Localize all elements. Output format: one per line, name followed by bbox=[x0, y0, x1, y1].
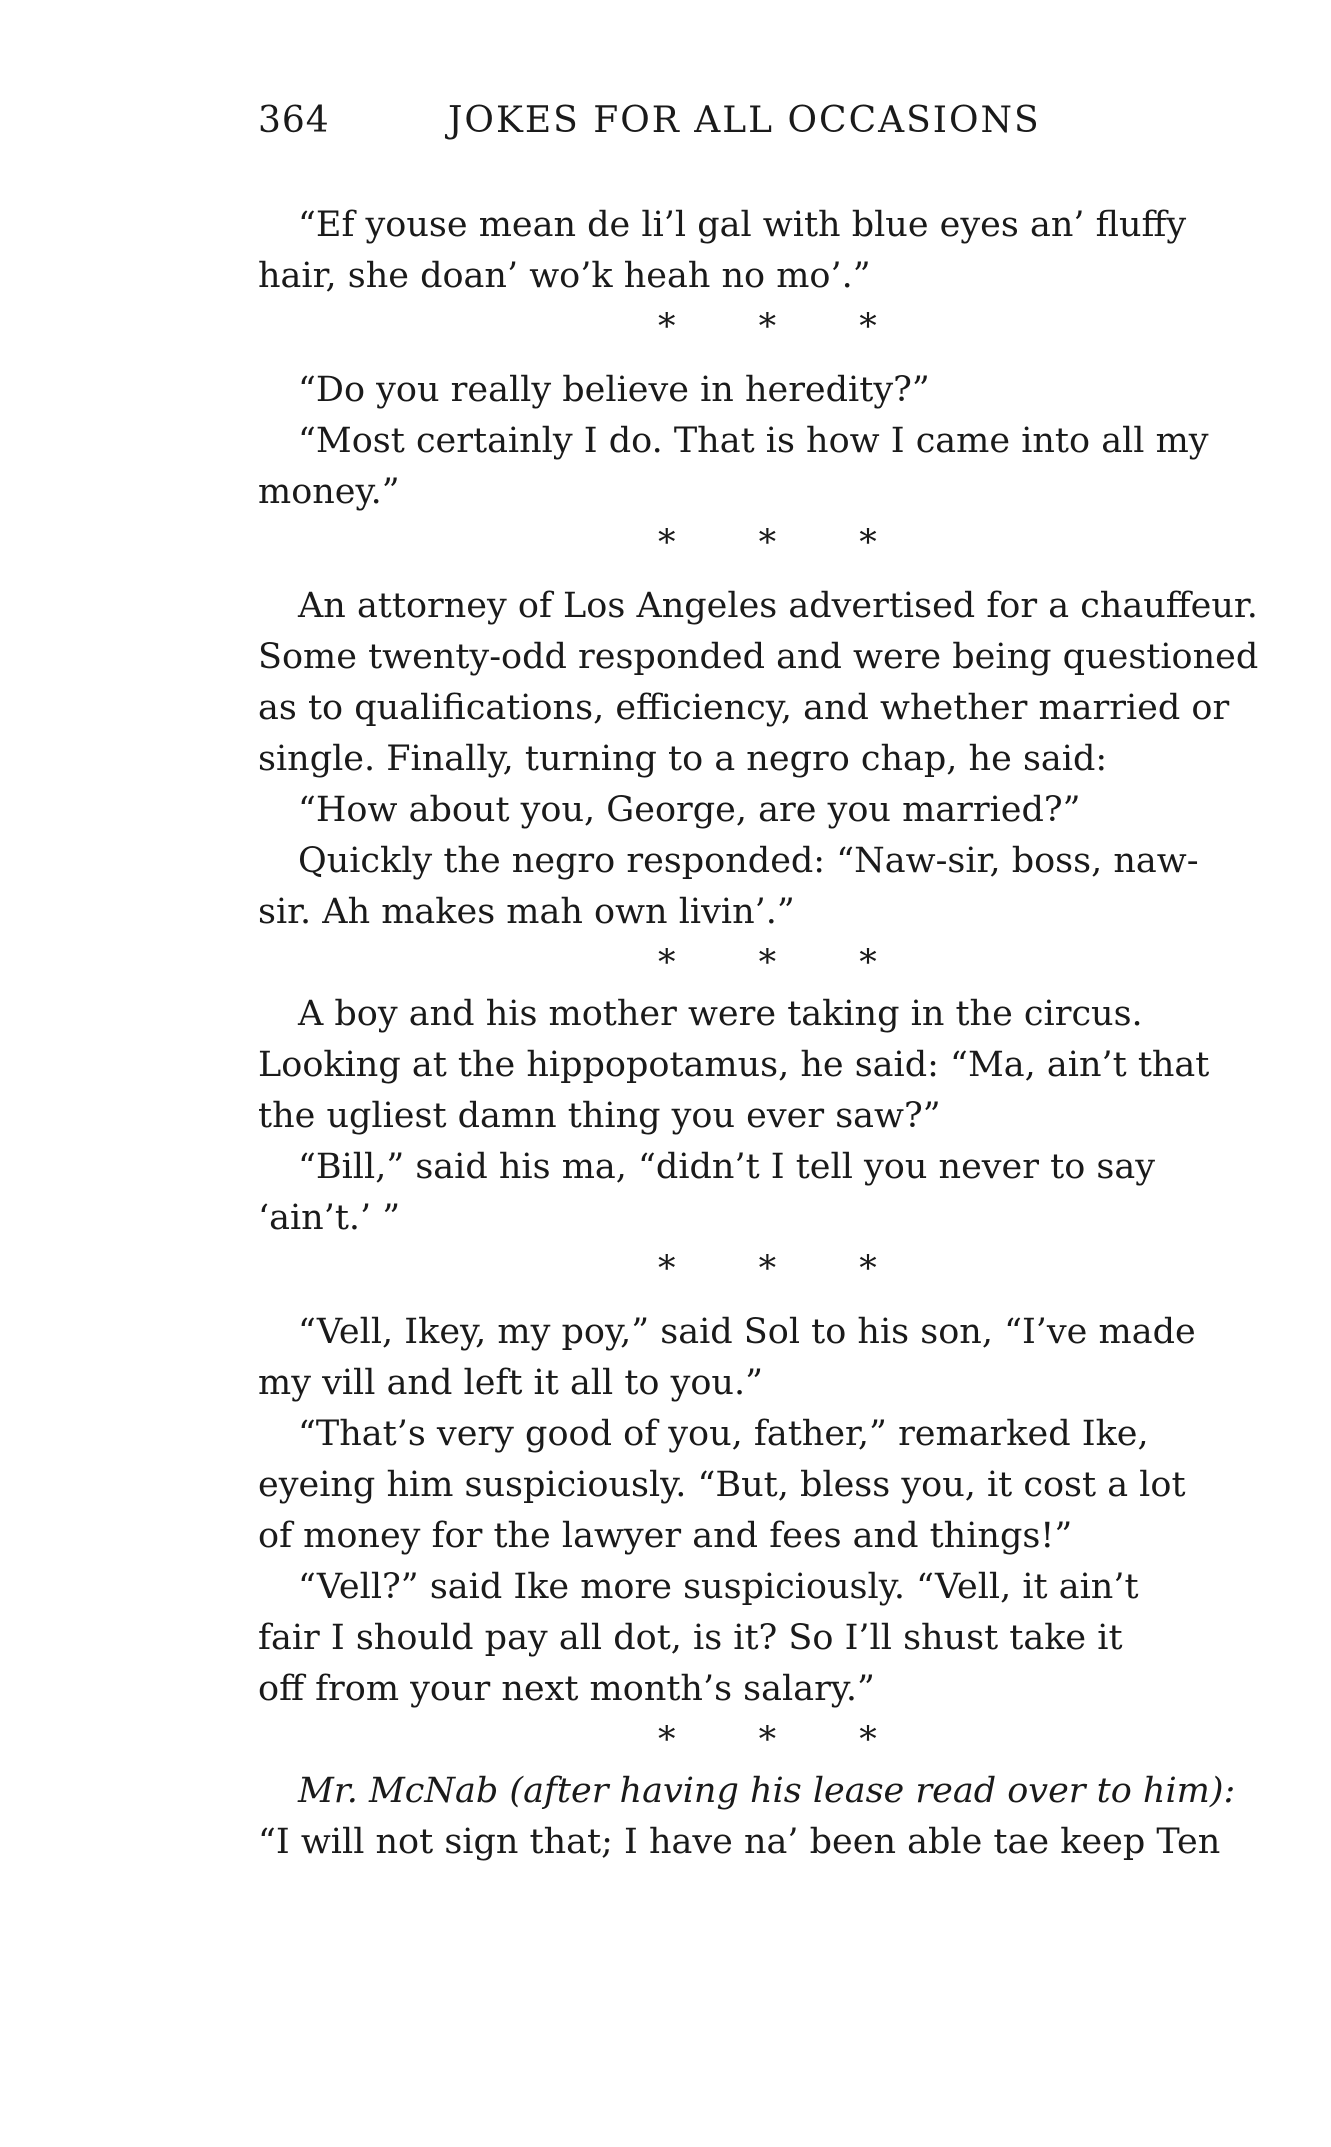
section-separator: * * * bbox=[658, 943, 913, 983]
text-line: eyeing him suspiciously. “But, bless you, it cost a lot bbox=[258, 1465, 1186, 1505]
text-line: off from your next month’s salary.” bbox=[258, 1669, 875, 1709]
text-line: Some twenty-odd responded and were being questioned bbox=[258, 637, 1259, 677]
text-line: “I will not sign that; I have na’ been able tae keep Ten bbox=[258, 1822, 1221, 1862]
text-line: single. Finally, turning to a negro chap, he said: bbox=[258, 739, 1108, 779]
text-line: Quickly the negro responded: “Naw-sir, boss, naw- bbox=[298, 841, 1199, 881]
text-line: as to qualifications, efficiency, and whether married or bbox=[258, 688, 1230, 728]
text-line: “Do you really believe in heredity?” bbox=[298, 370, 930, 410]
text-line: hair, she doan’ wo’k heah no mo’.” bbox=[258, 256, 871, 296]
text-line: fair I should pay all dot, is it? So I’ll shust take it bbox=[258, 1618, 1123, 1658]
section-separator: * * * bbox=[658, 1249, 913, 1289]
text-line: “Bill,” said his ma, “didn’t I tell you never to say bbox=[298, 1147, 1155, 1187]
text-line bbox=[258, 1766, 1258, 1817]
section-separator: * * * bbox=[658, 523, 913, 563]
text-line: ‘ain’t.’ ” bbox=[258, 1198, 401, 1238]
text-line: sir. Ah makes mah own livin’.” bbox=[258, 892, 795, 932]
text-line: my vill and left it all to you.” bbox=[258, 1363, 763, 1403]
page-body bbox=[258, 200, 1258, 1868]
speaker-stage-direction: Mr. McNab (after having his lease read over to him): bbox=[298, 1771, 1236, 1811]
text-line: money.” bbox=[258, 472, 400, 512]
text-line: the ugliest damn thing you ever saw?” bbox=[258, 1096, 941, 1136]
page-header bbox=[258, 100, 1074, 150]
page-number: 364 bbox=[258, 100, 330, 141]
text-line: “Ef youse mean de li’l gal with blue eyes an’ fluffy bbox=[298, 205, 1187, 245]
text-line: An attorney of Los Angeles advertised for a chauffeur. bbox=[298, 586, 1258, 626]
text-line: “Vell?” said Ike more suspiciously. “Vell, it ain’t bbox=[298, 1567, 1139, 1607]
text-line: Looking at the hippopotamus, he said: “Ma, ain’t that bbox=[258, 1045, 1210, 1085]
running-title: JOKES FOR ALL OCCASIONS bbox=[448, 100, 1041, 141]
text-line: A boy and his mother were taking in the circus. bbox=[298, 994, 1143, 1034]
section-separator: * * * bbox=[658, 1720, 913, 1760]
text-line: “How about you, George, are you married?” bbox=[298, 790, 1081, 830]
text-line: “That’s very good of you, father,” remarked Ike, bbox=[298, 1414, 1149, 1454]
text-line: “Vell, Ikey, my poy,” said Sol to his son, “I’ve made bbox=[298, 1312, 1196, 1352]
section-separator: * * * bbox=[658, 307, 913, 347]
text-line: “Most certainly I do. That is how I came into all my bbox=[298, 421, 1209, 461]
text-line: of money for the lawyer and fees and things!” bbox=[258, 1516, 1073, 1556]
